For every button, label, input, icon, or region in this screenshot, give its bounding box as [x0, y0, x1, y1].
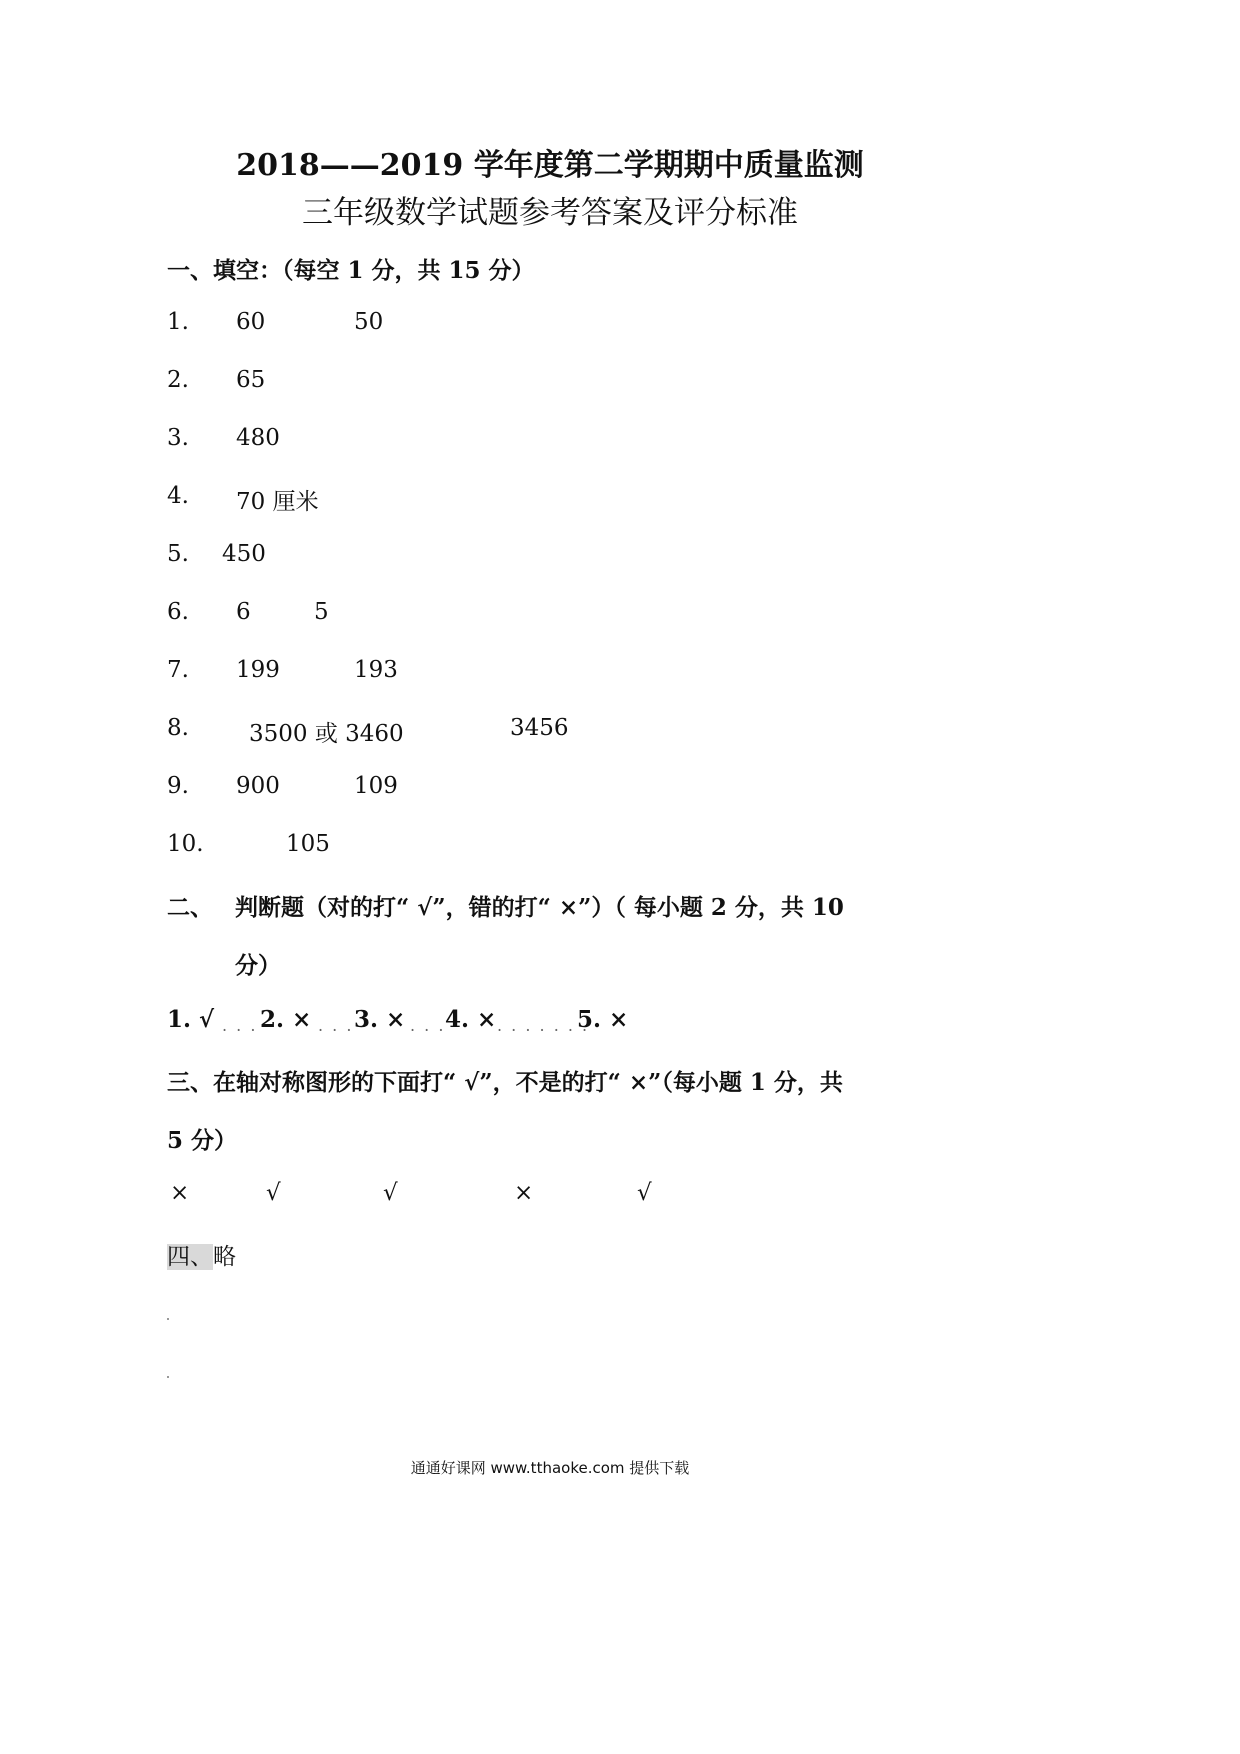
judgement-answer: 3. ×: [354, 1006, 406, 1033]
leader-dots: . . .: [318, 1016, 354, 1035]
section1-heading: 一、填空：（每空 1 分，共 15 分）: [167, 257, 535, 284]
judgement-answer: 2. ×: [260, 1006, 312, 1033]
judgement-answer: 1. √: [167, 1006, 215, 1033]
section4-text: 略: [213, 1244, 236, 1270]
answer-value: 105: [286, 831, 330, 857]
scan-speck: [167, 1318, 169, 1320]
leader-dots: . . .: [222, 1016, 258, 1035]
leader-dots: . . . . . . .: [497, 1016, 590, 1035]
symmetry-answer: ×: [170, 1180, 190, 1206]
answer-value: 450: [222, 541, 266, 567]
answer-value: 50: [354, 309, 384, 335]
answer-value: 199: [236, 657, 280, 683]
answer-num: 4.: [167, 483, 189, 509]
section4-marker: 四、: [167, 1244, 213, 1270]
answer-value: 480: [236, 425, 280, 451]
symmetry-answer: √: [637, 1180, 652, 1206]
answer-value: 5: [314, 599, 329, 625]
answer-num: 7.: [167, 657, 189, 683]
answer-value: 6: [236, 599, 251, 625]
section2-marker: 二、: [167, 894, 213, 921]
answer-num: 1.: [167, 309, 189, 335]
answer-value: 60: [236, 309, 266, 335]
answer-num: 6.: [167, 599, 189, 625]
section4-row: [167, 1238, 236, 1271]
answer-value: 109: [354, 773, 398, 799]
answer-num: 2.: [167, 367, 189, 393]
symmetry-answer: √: [266, 1180, 281, 1206]
page-title: 2018——2019 学年度第二学期期中质量监测: [236, 148, 864, 183]
answer-num: 5.: [167, 541, 189, 567]
scan-speck: [167, 1376, 169, 1378]
answer-num: 3.: [167, 425, 189, 451]
leader-dots: . . .: [410, 1016, 446, 1035]
judgement-answer: 5. ×: [577, 1006, 629, 1033]
answer-value: 3500 或 3460: [249, 721, 404, 747]
section3-heading-line2: 5 分）: [167, 1127, 238, 1154]
section3-heading-line1: 三、在轴对称图形的下面打“ √”，不是的打“ ×”（每小题 1 分，共: [167, 1069, 843, 1096]
answer-num: 10.: [167, 831, 204, 857]
judgement-answer: 4. ×: [445, 1006, 497, 1033]
section2-heading-line2: 分）: [235, 952, 281, 979]
symmetry-answer: ×: [514, 1180, 534, 1206]
section2-heading-line1: 判断题（对的打“ √”，错的打“ ×”）（ 每小题 2 分，共 10: [235, 894, 844, 921]
answer-num: 9.: [167, 773, 189, 799]
answer-value: 70 厘米: [236, 489, 319, 515]
answer-num: 8.: [167, 715, 189, 741]
symmetry-answer: √: [383, 1180, 398, 1206]
answer-value: 900: [236, 773, 280, 799]
answer-value: 65: [236, 367, 266, 393]
answer-value: 193: [354, 657, 398, 683]
answer-value: 3456: [510, 715, 569, 741]
page-subtitle: 三年级数学试题参考答案及评分标准: [302, 195, 798, 231]
footer-download-note: 通通好课网 www.tthaoke.com 提供下载: [410, 1459, 690, 1477]
